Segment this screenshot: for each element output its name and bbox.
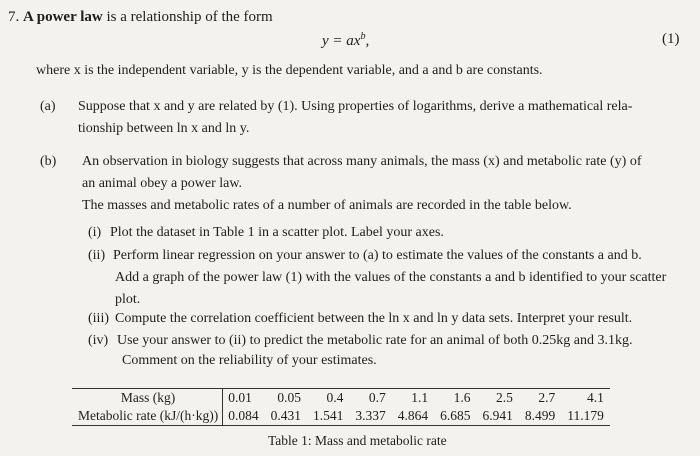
- table-cell: 11.179: [561, 407, 610, 426]
- table-cell: 0.084: [223, 407, 265, 426]
- table-cell: 0.05: [265, 389, 307, 408]
- table-header-metabolic: Metabolic rate (kJ/(h·kg)): [72, 407, 223, 426]
- subpart-iii-label: (iii): [88, 311, 109, 326]
- part-b-line: An observation in biology suggests that across many animals, the mass (x) and metabolic rate (y) of: [82, 154, 642, 169]
- part-a-line: Suppose that x and y are related by (1). Using properties of logarithms, derive a mathematical rela-: [78, 99, 633, 114]
- question-heading: [8, 9, 273, 26]
- table-cell: 8.499: [519, 407, 561, 426]
- table-cell: 0.7: [349, 389, 391, 408]
- part-b-label: (b): [40, 154, 57, 169]
- subpart-iv-label: (iv): [88, 333, 109, 348]
- subpart-i-label: (i): [88, 225, 102, 240]
- table-cell: 2.5: [476, 389, 518, 408]
- table-cell: 4.864: [392, 407, 434, 426]
- table-cell: 0.4: [307, 389, 349, 408]
- subpart-iv-line: Use your answer to (ii) to predict the metabolic rate for an animal of both 0.25kg and 3.1kg.: [117, 333, 633, 348]
- table-cell: 6.685: [434, 407, 476, 426]
- subpart-ii-line: Add a graph of the power law (1) with the values of the constants a and b identified to your scatter: [115, 270, 667, 285]
- table-cell: 4.1: [561, 389, 610, 408]
- table-row-mass: [72, 389, 610, 408]
- part-a-label: (a): [40, 99, 56, 114]
- subpart-ii-line: plot.: [115, 292, 141, 307]
- formula-lhs: y = ax: [322, 33, 361, 49]
- table-cell: 1.541: [307, 407, 349, 426]
- part-b-line: The masses and metabolic rates of a number of animals are recorded in the table below.: [82, 198, 572, 213]
- power-law-formula: [322, 31, 369, 50]
- mass-metabolic-table: [72, 388, 610, 426]
- subpart-ii-label: (ii): [88, 248, 106, 263]
- table-header-mass: Mass (kg): [72, 389, 223, 408]
- formula-end: ,: [365, 33, 370, 49]
- table-cell: 6.941: [476, 407, 518, 426]
- part-a-line: tionship between ln x and ln y.: [78, 121, 250, 136]
- table-caption: Table 1: Mass and metabolic rate: [268, 433, 447, 448]
- formula-exponent: b: [360, 31, 366, 42]
- where-line: where x is the independent variable, y is the dependent variable, and a and b are constants.: [36, 63, 543, 78]
- subpart-i-line: Plot the dataset in Table 1 in a scatter plot. Label your axes.: [110, 225, 444, 240]
- question-intro-bold: A power law: [23, 9, 103, 25]
- part-b-line: an animal obey a power law.: [82, 176, 243, 191]
- subpart-iii-line: Compute the correlation coefficient between the ln x and ln y data sets. Interpret your result.: [115, 311, 633, 326]
- table-cell: 0.01: [223, 389, 265, 408]
- question-intro-rest: is a relationship of the form: [102, 9, 273, 25]
- equation-number: (1): [662, 31, 680, 47]
- subpart-ii-line: Perform linear regression on your answer to (a) to estimate the values of the constants a and b.: [113, 248, 642, 263]
- table-cell: 0.431: [265, 407, 307, 426]
- table-cell: 3.337: [349, 407, 391, 426]
- table-cell: 2.7: [519, 389, 561, 408]
- table-cell: 1.6: [434, 389, 476, 408]
- table-cell: 1.1: [392, 389, 434, 408]
- subpart-iv-line: Comment on the reliability of your estimates.: [122, 353, 377, 368]
- question-number: 7.: [8, 9, 20, 25]
- table-row-metabolic: [72, 407, 610, 426]
